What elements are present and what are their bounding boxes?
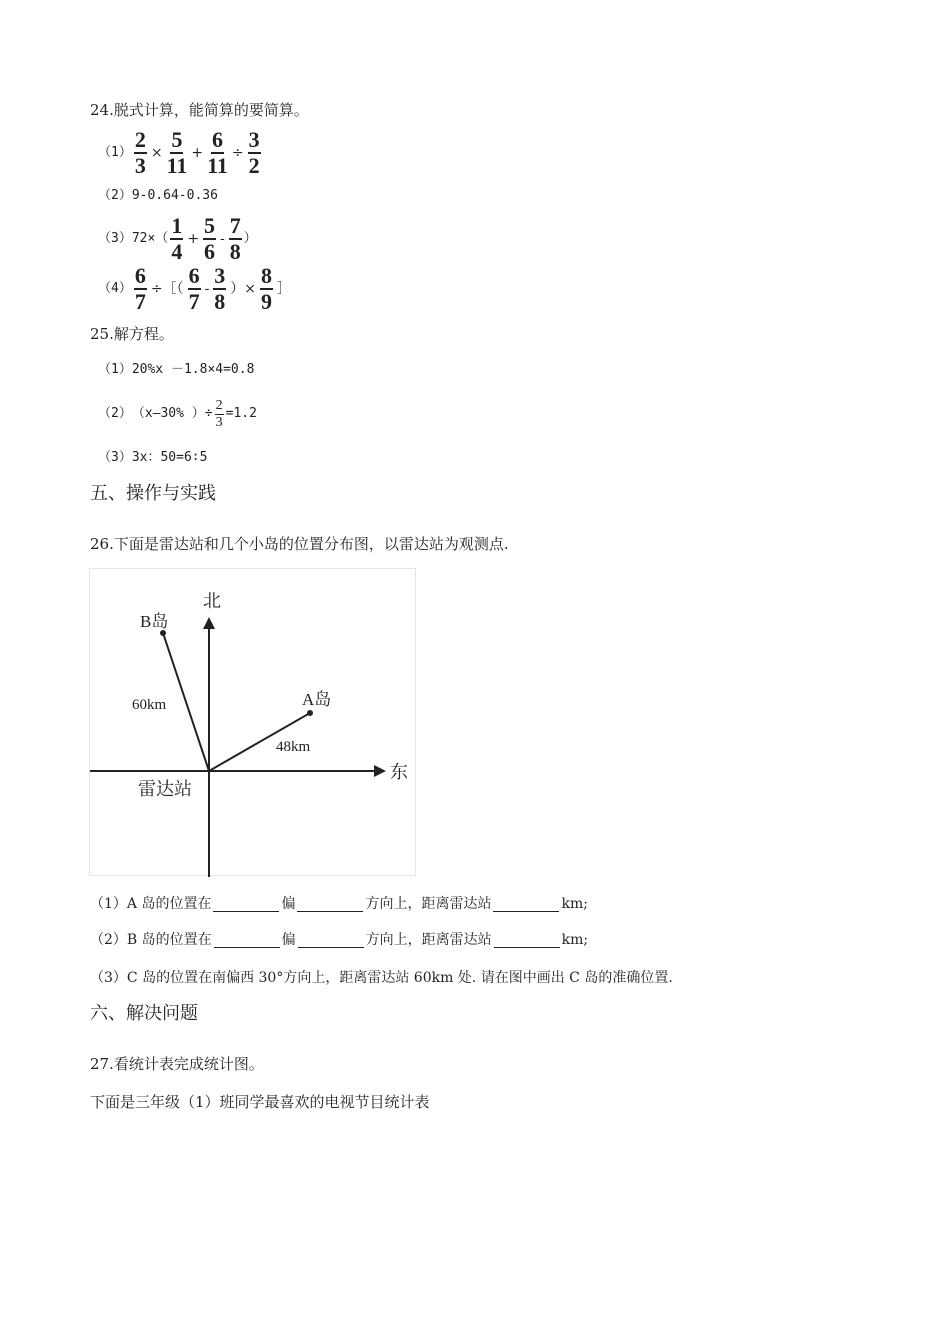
question-text: 方向上，距离雷达站 <box>365 932 492 948</box>
q24-item-2 <box>98 186 218 206</box>
q26-sub-2 <box>90 930 588 950</box>
island-b-label: B岛 <box>140 612 169 631</box>
fraction: $\frac{3}{8}$ <box>214 263 226 314</box>
operator: ÷［（ <box>150 281 184 297</box>
operator: + <box>191 145 204 161</box>
section-heading-6: 六、解决问题 <box>90 1003 198 1024</box>
q24-title: 24.脱式计算，能简算的要简算。 <box>90 101 309 119</box>
island-a-point <box>307 710 313 716</box>
expression-prefix: 72×（ <box>131 231 169 246</box>
fraction: $\frac{7}{8}$ <box>229 213 241 264</box>
radar-diagram <box>89 568 416 876</box>
island-a-label: A岛 <box>302 690 332 709</box>
east-arrow-icon <box>374 765 386 777</box>
operator: + <box>187 231 200 247</box>
item-label: （3） <box>98 450 132 465</box>
q25-item-2 <box>98 396 257 432</box>
north-label: 北 <box>203 591 221 611</box>
equation: 3x：50=6∶5 <box>131 450 208 465</box>
q26-sub-1 <box>90 894 588 914</box>
operator: - <box>220 231 225 247</box>
item-label: （4） <box>98 281 132 296</box>
operator: ］ <box>277 281 292 297</box>
fraction: $\frac{2}{3}$ <box>134 127 146 178</box>
fraction: $\frac{8}{9}$ <box>261 263 273 314</box>
fraction: $\frac{6}{7}$ <box>188 263 200 314</box>
question-text: （1）A 岛的位置在 <box>90 896 212 912</box>
unit-text: km; <box>561 932 589 948</box>
fraction: $\frac{1}{4}$ <box>171 213 183 264</box>
operator: - <box>204 281 210 297</box>
fraction: $\frac{5}{6}$ <box>204 213 216 264</box>
answer-blank[interactable] <box>213 897 279 912</box>
q25-title: 25.解方程。 <box>90 325 174 343</box>
item-label: （3） <box>98 231 132 246</box>
question-text: （2）B 岛的位置在 <box>90 932 212 948</box>
q24-item-1 <box>98 127 263 178</box>
item-label: （1） <box>98 145 132 160</box>
question-text: （3）C 岛的位置在南偏西 30°方向上，距离雷达站 60km 处. 请在图中画出 C 岛的准确位置. <box>90 970 673 986</box>
item-label: （1） <box>98 362 132 377</box>
expression: 9-0.64-0.36 <box>131 188 218 203</box>
island-a-distance: 48km <box>276 739 311 755</box>
fraction: $\frac{6}{11}$ <box>207 127 228 178</box>
radar-diagram-svg <box>90 569 417 877</box>
q27-subtitle: 下面是三年级（1）班同学最喜欢的电视节目统计表 <box>90 1093 430 1111</box>
section-heading-5: 五、操作与实践 <box>90 483 216 504</box>
operator: × <box>150 145 163 161</box>
ray-to-island-b <box>163 633 209 771</box>
question-text: 偏 <box>281 896 296 912</box>
fraction: $\frac{5}{11}$ <box>166 127 188 178</box>
island-b-distance: 60km <box>132 697 167 713</box>
unit-text: km; <box>561 896 588 912</box>
station-label: 雷达站 <box>138 779 192 799</box>
north-arrow-icon <box>203 617 215 629</box>
q25-item-1 <box>98 360 254 380</box>
q24-item-4 <box>98 263 293 314</box>
answer-blank[interactable] <box>298 933 364 948</box>
equation-suffix: =1.2 <box>225 406 257 421</box>
fraction: $\frac{6}{7}$ <box>134 263 146 314</box>
q27-title: 27.看统计表完成统计图。 <box>90 1055 264 1073</box>
item-label: （2） <box>98 188 132 203</box>
question-text: 方向上，距离雷达站 <box>365 896 492 912</box>
answer-blank[interactable] <box>494 933 560 948</box>
equation-prefix: （x—30% ）÷ <box>131 406 213 421</box>
equation: 20%x －1.8×4=0.8 <box>131 362 255 377</box>
operator: ÷ <box>231 145 244 161</box>
q26-sub-3 <box>90 968 673 988</box>
expression-suffix: ） <box>243 231 257 246</box>
q25-item-3 <box>98 448 207 468</box>
answer-blank[interactable] <box>297 897 363 912</box>
fraction: $\frac{2}{3}$ <box>215 397 223 430</box>
item-label: （2） <box>98 406 132 421</box>
answer-blank[interactable] <box>214 933 280 948</box>
question-text: 偏 <box>281 932 296 948</box>
fraction: $\frac{3}{2}$ <box>248 127 260 178</box>
q26-title: 26.下面是雷达站和几个小岛的位置分布图，以雷达站为观测点. <box>90 535 509 553</box>
q24-item-3 <box>98 213 257 264</box>
east-label: 东 <box>390 762 408 782</box>
operator: ）× <box>230 281 257 297</box>
answer-blank[interactable] <box>493 897 559 912</box>
